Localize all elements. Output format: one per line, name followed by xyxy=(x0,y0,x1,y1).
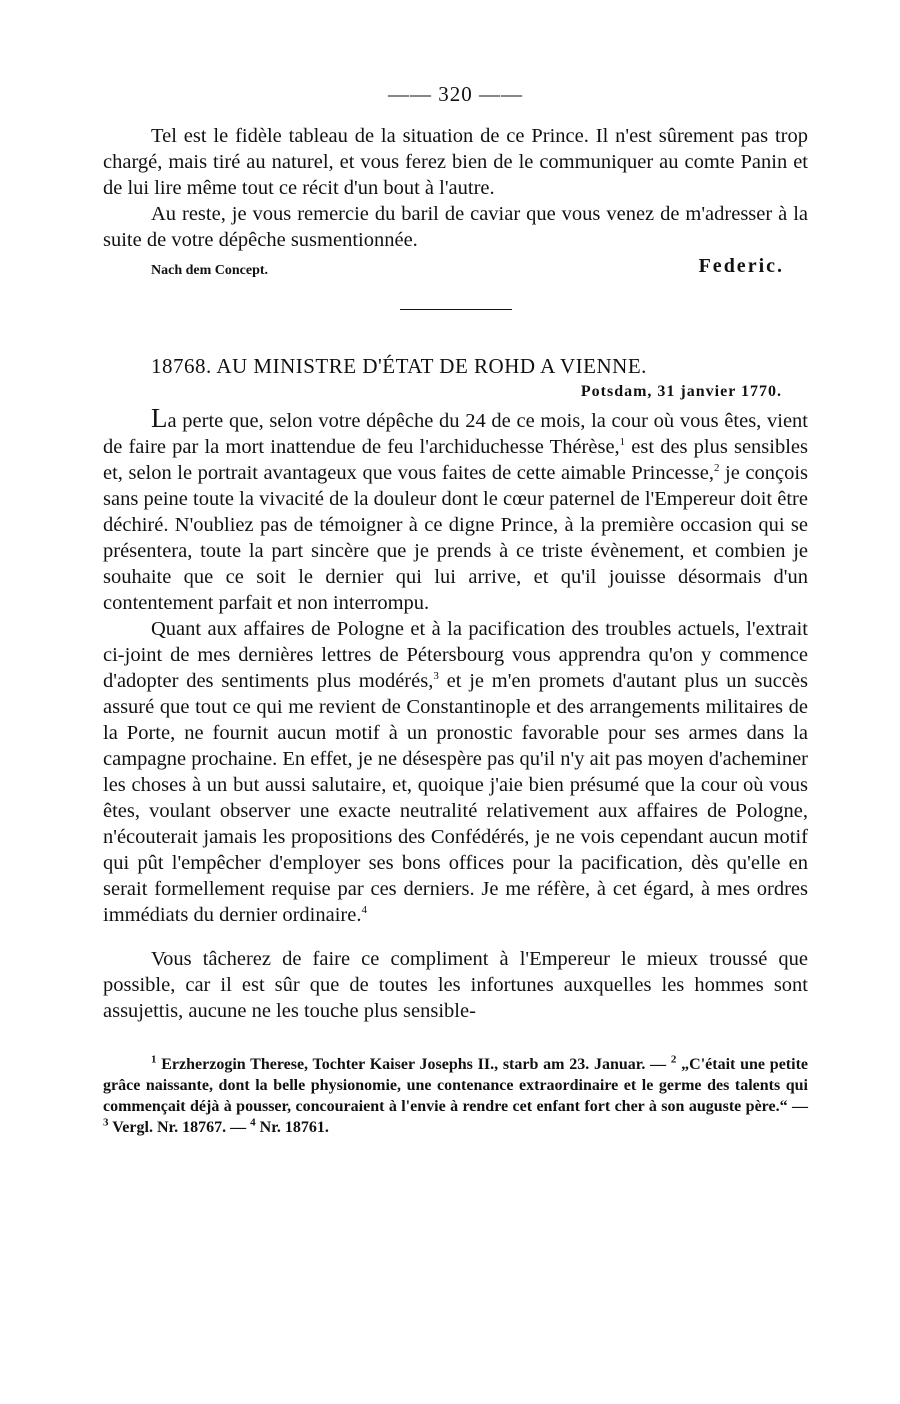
page-number: 320 xyxy=(438,82,473,106)
signature: Federic. xyxy=(698,255,784,277)
paragraph-gap xyxy=(103,928,808,946)
signature-row xyxy=(103,255,808,285)
paragraph: Vous tâcherez de faire ce compliment à l'Empereur le mieux troussé que possible, car il est sûr que de toutes les infortunes auxquelles les hommes sont assujettis, aucune ne les touche plus sensible- xyxy=(103,948,808,1022)
footnote-text: Nr. 18761. xyxy=(255,1119,329,1136)
paragraph: Au reste, je vous remercie du baril de caviar que vous venez de m'adresser à la suite de votre dépêche susmentionnée. xyxy=(103,203,808,251)
header-dash-left: —— xyxy=(388,82,432,106)
paragraph: Quant aux affaires de Pologne et à la pacification des troubles actuels, l'extrait ci-joint de mes dernières lettres de Pétersbourg vous apprendra qu'on y commence d'adopter des sentiments plus modérés,$^3$ et je m'en promets d'autant plus un succès assuré que tout ce qui me revient de Constantinople et des arrangements militaires de la Porte, ne fournit aucun motif à un pronostic favorable pour ses armes dans la campagne prochaine. En effet, je ne désespère pas qu'il n'y ait pas moyen d'acheminer les choses à un but aussi salutaire, et, quoique j'aie bien présumé que la cour où vous êtes, voulant observer une exacte neutralité relativement aux affaires de Pologne, n'écouterait jamais les propositions des Confédérés, je ne vois cependant aucun motif qui pût l'empêcher d'employer ses bons offices pour la pacification, dès qu'elle en serait formellement requise par ces derniers. Je me réfère, à cet égard, à mes ordres immédiats du dernier ordinaire.$^4$ xyxy=(103,618,808,926)
footnote-mark: 1 xyxy=(151,1053,157,1066)
previous-letter-ending xyxy=(103,123,808,285)
footnote-ref: 1 xyxy=(619,436,626,449)
letter-18768 xyxy=(103,354,808,1024)
paragraph: La perte que, selon votre dépêche du 24 de ce mois, la cour où vous êtes, vient de faire par la mort inattendue de feu l'archiduchesse Thérèse,$^1$ est des plus sensibles et, selon le portrait avantageux que vous faites de cette aimable Princesse,$^2$ je conçois sans peine toute la vivacité de la douleur dont le cœur paternel de l'Empereur doit être déchiré. N'oubliez pas de témoigner à ce digne Prince, à la première occasion qui se présentera, toute la part sincère que je prends à ce triste évènement, et combien je souhaite que ce soit le dernier qui lui arrive, et qu'il jouisse désormais d'un contentement parfait et non interrompu. xyxy=(103,403,808,614)
footnote-mark: 2 xyxy=(670,1053,677,1066)
footnote-mark: 3 xyxy=(103,1116,109,1129)
footnotes xyxy=(103,1054,808,1138)
dateline: Potsdam, 31 janvier 1770. xyxy=(580,383,782,400)
footnote-ref: 3 xyxy=(433,670,439,683)
footnote-text: „C'était une petite grâce naissante, dont la belle physionomie, une contenance extraordinaire et le germe des talents qui commençait déjà à pousser, concouraient à l'envie à rendre cet enfant fort cher à son auguste père.“ — xyxy=(103,1056,808,1115)
header-dash-right: —— xyxy=(479,82,523,106)
initial-letter: L xyxy=(151,403,168,433)
source-note: Nach dem Concept. xyxy=(151,263,269,278)
document-page xyxy=(103,82,808,1138)
page-header xyxy=(103,82,808,107)
footnote-ref: 2 xyxy=(713,462,720,475)
footnote-ref: 4 xyxy=(361,904,367,917)
paragraph: Tel est le fidèle tableau de la situation de ce Prince. Il n'est sûrement pas trop chargé, mais tiré au naturel, et vous ferez bien de le communiquer au comte Panin et de lui lire même tout ce récit d'un bout à l'autre. xyxy=(103,125,808,199)
footnote-text: Vergl. Nr. 18767. — xyxy=(108,1119,251,1136)
letter-title: 18768. AU MINISTRE D'ÉTAT DE ROHD A VIENNE. xyxy=(151,354,647,378)
footnote-mark: 4 xyxy=(250,1116,256,1129)
section-divider xyxy=(400,309,512,310)
footnote-text: Erzherzogin Therese, Tochter Kaiser Josephs II., starb am 23. Januar. — xyxy=(156,1056,671,1073)
